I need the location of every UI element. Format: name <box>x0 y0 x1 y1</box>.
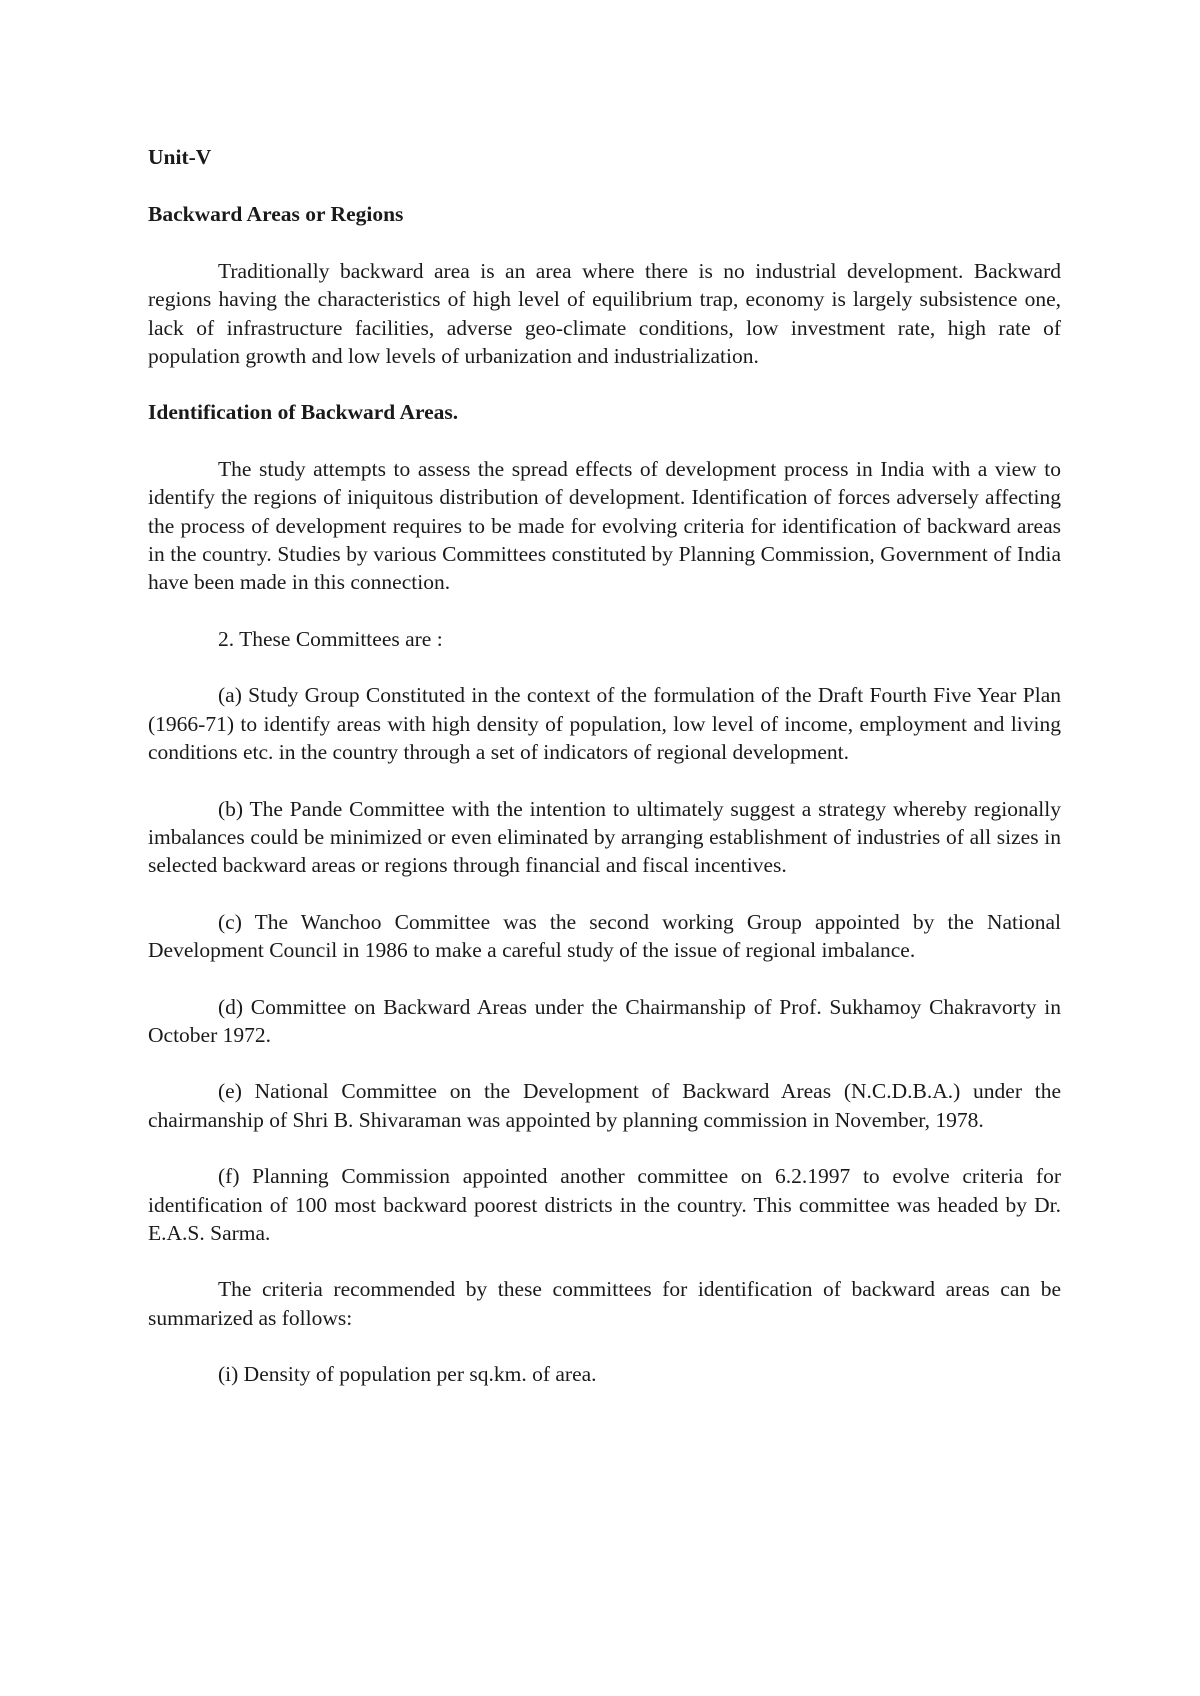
section-heading-identification: Identification of Backward Areas. <box>148 400 459 425</box>
paragraph-identification-intro: The study attempts to assess the spread effects of development process in India with a view to identify the regions of iniquitous distribution of development. Identification of forces adversely affecting the process of development requires to be made for evolving criteria for identification of backward areas in the country. Studies by various Committees constituted by Planning Commission, Government of India have been made in this connection. <box>148 456 1061 595</box>
committee-item-e: (e) National Committee on the Development of Backward Areas (N.C.D.B.A.) under the chairmanship of Shri B. Shivaraman was appointed by planning commission in November, 1978. <box>148 1079 1061 1132</box>
section-heading-backward-areas: Backward Areas or Regions <box>148 202 404 227</box>
paragraph-backward-areas-definition: Traditionally backward area is an area where there is no industrial development. Backward regions having the characteristics of high level of equilibrium trap, economy is largely subsistence one, lack of infrastructure facilities, adverse geo-climate conditions, low investment rate, high rate of population growth and low levels of urbanization and industrialization. <box>148 258 1061 369</box>
committee-item-f: (f) Planning Commission appointed another committee on 6.2.1997 to evolve criteria for identification of 100 most backward poorest districts in the country. This committee was headed by Dr. E.A.S. Sarma. <box>148 1164 1061 1245</box>
criteria-item-i: (i) Density of population per sq.km. of area. <box>218 1362 597 1387</box>
committees-lead: 2. These Committees are : <box>218 626 443 651</box>
committee-item-c: (c) The Wanchoo Committee was the second working Group appointed by the National Development Council in 1986 to make a careful study of the issue of regional imbalance. <box>148 909 1061 963</box>
unit-title: Unit-V <box>148 145 212 169</box>
committee-item-a: (a) Study Group Constituted in the context of the formulation of the Draft Fourth Five Year Plan (1966-71) to identify areas with high density of population, low level of income, employment and living conditions etc. in the country through a set of indicators of regional development. <box>148 683 1061 765</box>
document-page <box>148 143 1061 1417</box>
criteria-intro: The criteria recommended by these committees for identification of backward areas can be summarized as follows: <box>148 1277 1061 1330</box>
committee-item-d: (d) Committee on Backward Areas under the Chairmanship of Prof. Sukhamoy Chakravorty in October 1972. <box>148 994 1061 1047</box>
committee-item-b: (b) The Pande Committee with the intention to ultimately suggest a strategy whereby regionally imbalances could be minimized or even eliminated by arranging establishment of industries of all sizes in selected backward areas or regions through financial and fiscal incentives. <box>148 796 1061 878</box>
